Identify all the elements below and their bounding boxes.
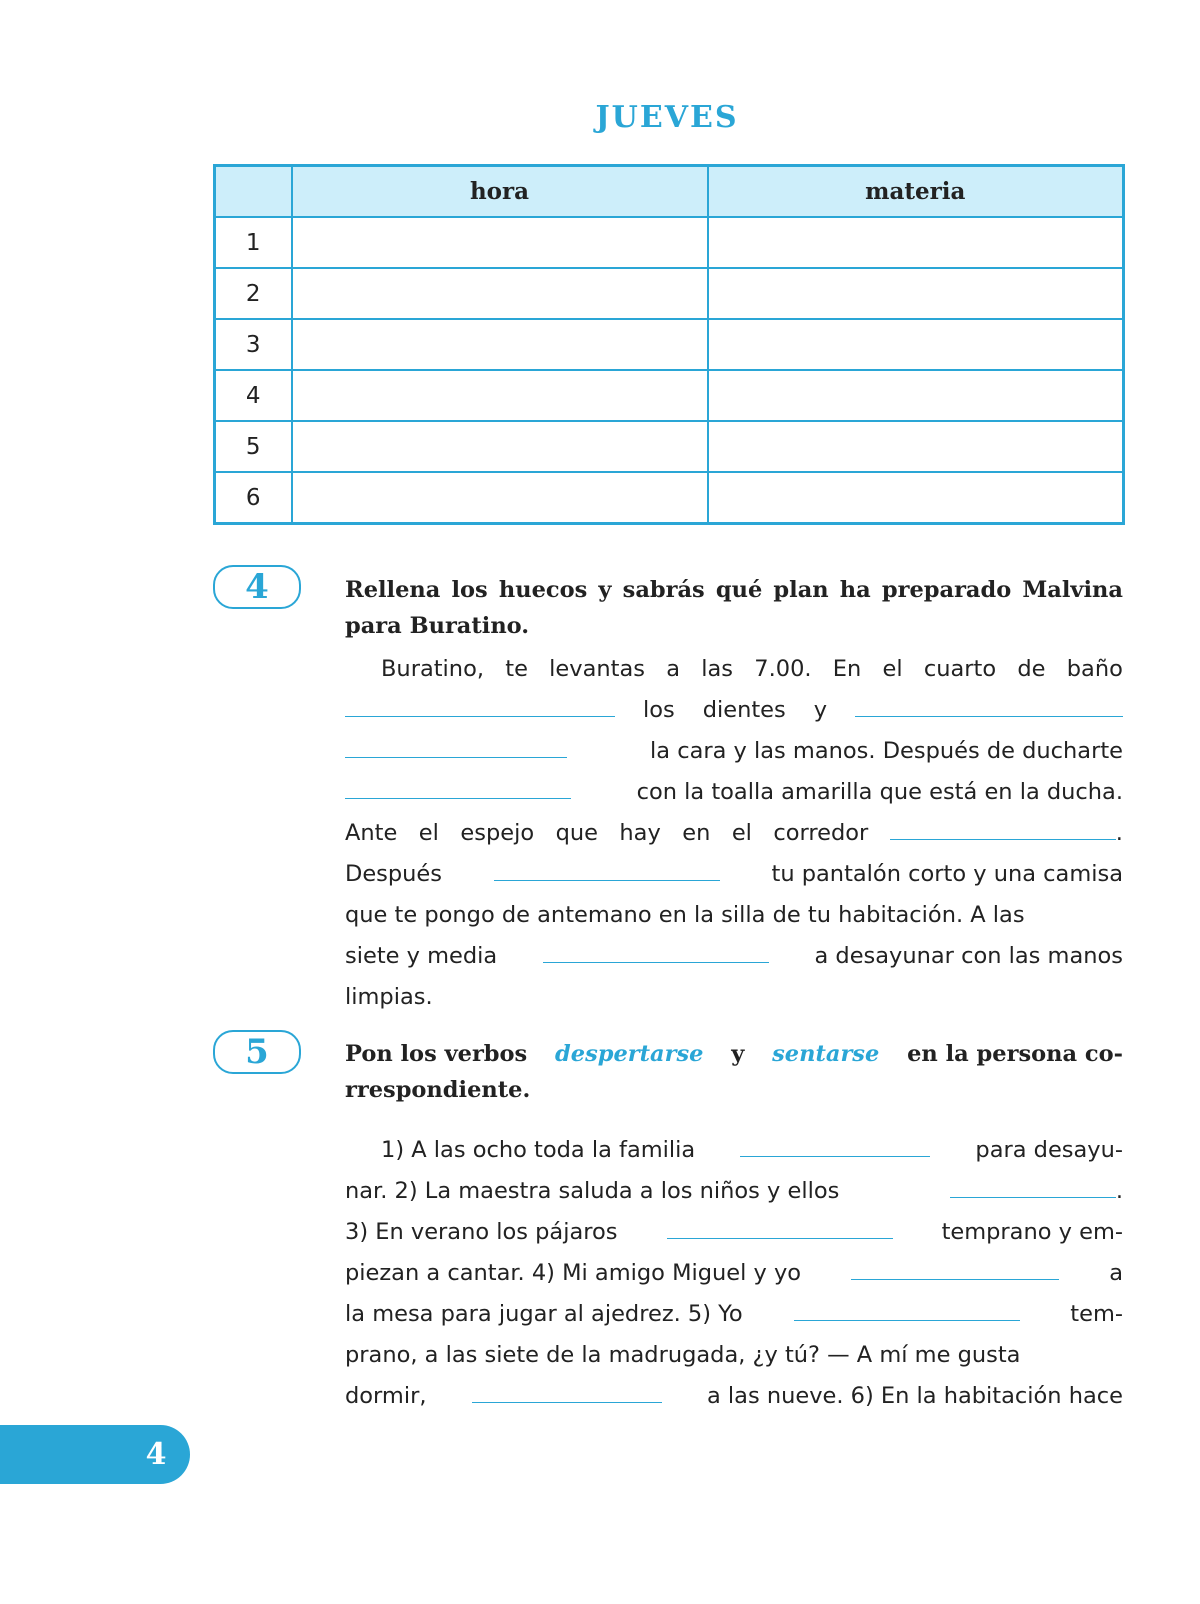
text-line: que te pongo de antemano en la silla de tu habitación. A las — [345, 902, 1025, 928]
materia-cell[interactable] — [708, 217, 1124, 268]
exercise-5-badge: 5 — [213, 1030, 301, 1074]
row-number: 1 — [215, 217, 292, 268]
text-line: 1) A las ocho toda la familia para desayu- — [345, 1130, 1123, 1171]
answer-blank[interactable] — [345, 774, 571, 799]
answer-blank[interactable] — [794, 1296, 1020, 1321]
materia-cell[interactable] — [708, 319, 1124, 370]
hora-cell[interactable] — [292, 268, 708, 319]
day-title: JUEVES — [595, 100, 739, 135]
text-line: Buratino, te levantas a las 7.00. En el cuarto de baño — [381, 656, 1123, 682]
answer-blank[interactable] — [494, 856, 720, 881]
exercise-4-instruction: Rellena los huecos y sabrás qué plan ha preparado Malvina para Buratino. — [345, 577, 1123, 639]
answer-blank[interactable] — [472, 1378, 662, 1403]
text-line: siete y media a desayunar con las manos — [345, 936, 1123, 977]
row-number: 5 — [215, 421, 292, 472]
materia-cell[interactable] — [708, 268, 1124, 319]
answer-blank[interactable] — [667, 1214, 893, 1239]
table-row — [215, 421, 1124, 472]
answer-blank[interactable] — [740, 1132, 930, 1157]
materia-cell[interactable] — [708, 370, 1124, 421]
text-line: con la toalla amarilla que está en la ducha. — [345, 772, 1123, 813]
table-row — [215, 370, 1124, 421]
answer-blank[interactable] — [890, 815, 1116, 840]
page-number: 4 — [145, 1437, 167, 1472]
hora-cell[interactable] — [292, 370, 708, 421]
text-line: la mesa para jugar al ajedrez. 5) Yo tem- — [345, 1294, 1123, 1335]
text-line: Ante el espejo que hay en el corredor . — [345, 813, 1123, 854]
verb-despertarse: despertarse — [555, 1041, 704, 1067]
table-header-row — [215, 166, 1124, 218]
exercise-4-badge: 4 — [213, 565, 301, 609]
exercise-5-instruction: Pon los verbos despertarse y sentarse en la persona co- rrespondiente. — [345, 1036, 1123, 1108]
answer-blank[interactable] — [543, 938, 769, 963]
text-line: dormir, a las nueve. 6) En la habitación hace — [345, 1376, 1123, 1417]
text-line: limpias. — [345, 984, 433, 1010]
table-header-num — [215, 166, 292, 218]
row-number: 6 — [215, 472, 292, 524]
exercise-5-text — [345, 1130, 1123, 1417]
text-line: piezan a cantar. 4) Mi amigo Miguel y yo a — [345, 1253, 1123, 1294]
table-row — [215, 472, 1124, 524]
text-line: la cara y las manos. Después de ducharte — [345, 731, 1123, 772]
table-header-hora: hora — [292, 166, 708, 218]
text-line: Después tu pantalón corto y una camisa — [345, 854, 1123, 895]
answer-blank[interactable] — [851, 1255, 1059, 1280]
verb-sentarse: sentarse — [772, 1041, 880, 1067]
hora-cell[interactable] — [292, 421, 708, 472]
table-row — [215, 268, 1124, 319]
hora-cell[interactable] — [292, 319, 708, 370]
answer-blank[interactable] — [855, 692, 1123, 717]
text-line: prano, a las siete de la madrugada, ¿y tú? — A mí me gusta — [345, 1342, 1021, 1368]
answer-blank[interactable] — [345, 733, 567, 758]
text-line: nar. 2) La maestra saluda a los niños y ellos . — [345, 1171, 1123, 1212]
table-header-materia: materia — [708, 166, 1124, 218]
text-line: 3) En verano los pájaros temprano y em- — [345, 1212, 1123, 1253]
answer-blank[interactable] — [950, 1173, 1116, 1198]
row-number: 4 — [215, 370, 292, 421]
exercise-4-text — [345, 649, 1123, 1018]
materia-cell[interactable] — [708, 472, 1124, 524]
row-number: 3 — [215, 319, 292, 370]
table-row — [215, 319, 1124, 370]
answer-blank[interactable] — [345, 692, 615, 717]
hora-cell[interactable] — [292, 472, 708, 524]
table-row — [215, 217, 1124, 268]
schedule-table — [213, 164, 1125, 525]
materia-cell[interactable] — [708, 421, 1124, 472]
hora-cell[interactable] — [292, 217, 708, 268]
row-number: 2 — [215, 268, 292, 319]
text-line: los dientes y — [345, 690, 1123, 731]
